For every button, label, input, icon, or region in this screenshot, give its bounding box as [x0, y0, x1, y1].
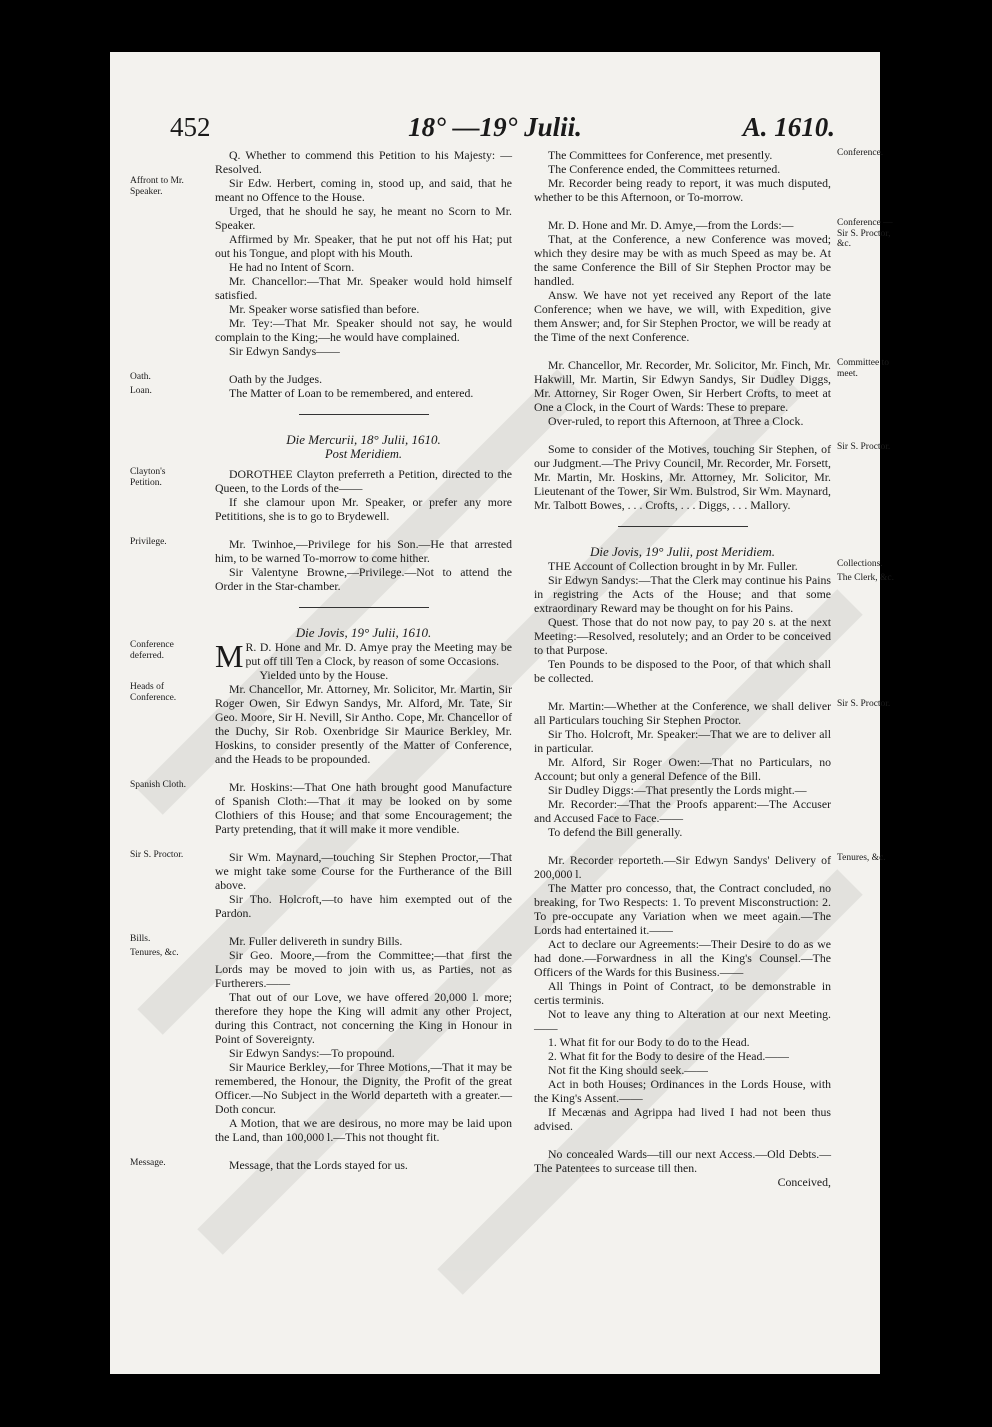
paragraph-text: The Matter of Loan to be remembered, and entered. — [229, 386, 474, 400]
paragraph — [534, 881, 831, 937]
section-rule — [299, 607, 429, 608]
margin-note: Committee to meet. — [837, 358, 889, 379]
paragraph — [534, 727, 831, 755]
paragraph-text: Act to declare our Agreements:—Their Desire to do as we had done.—Forwardness in all the King's Counsel.—The Officers of the Wards for this Business.—— — [534, 937, 831, 979]
paragraph — [130, 537, 512, 565]
paragraph — [534, 783, 831, 797]
paragraph-text: That out of our Love, we have offered 20,000 l. more; therefore they hope the King will admit any other Project, during this Contract, not concerning the King in Honour in Point of Sovereignty. — [215, 990, 512, 1046]
section-subheading: Post Meridiem. — [324, 447, 403, 461]
paragraph-text: Not fit the King should seek.—— — [548, 1063, 708, 1077]
margin-note: Conference. — [837, 148, 884, 158]
paragraph-text: Mr. Speaker worse satisfied than before. — [229, 302, 420, 316]
paragraph-text: The Committees for Conference, met presently. — [548, 148, 773, 162]
margin-note: Tenures, &c. — [130, 948, 179, 958]
paragraph — [534, 615, 831, 657]
paragraph — [130, 638, 512, 674]
paragraph-text: Over-ruled, to report this Afternoon, at Three a Clock. — [548, 414, 804, 428]
margin-note: Sir S. Proctor. — [837, 699, 891, 709]
paragraph — [534, 288, 831, 344]
paragraph-text: Sir Tho. Holcroft,—to have him exempted out of the Pardon. — [215, 892, 512, 920]
paragraph-text: Sir Edwyn Sandys:—That the Clerk may continue his Pains in registring the Acts of the House; and that some extraordinary Reward may be thought on for his Pains. — [534, 573, 831, 615]
paragraph — [534, 979, 831, 1007]
paragraph-text: Act in both Houses; Ordinances in the Lords House, with the King's Assent.—— — [534, 1077, 831, 1105]
paragraph-text: THE Account of Collection brought in by Mr. Fuller. — [548, 559, 798, 573]
paragraph — [215, 1116, 512, 1144]
margin-note: Conference —Sir S. Proctor, &c. — [837, 218, 893, 249]
paragraph-text: Ten Pounds to be disposed to the Poor, of that which shall be collected. — [534, 657, 831, 685]
margin-note: Sir S. Proctor. — [837, 442, 891, 452]
paragraph-text: Sir Valentyne Browne,—Privilege.—Not to attend the Order in the Star-chamber. — [215, 565, 512, 593]
paragraph-text: R. D. Hone and Mr. D. Amye pray the Meeting may be put off till Ten a Clock, by reason of some Occasions. — [245, 640, 512, 668]
paragraph-text: Sir Edwyn Sandys:—To propound. — [229, 1046, 395, 1060]
paragraph — [534, 162, 831, 176]
margin-note: Privilege. — [130, 537, 167, 547]
paragraph — [534, 797, 831, 825]
paragraph — [130, 948, 512, 990]
paragraph-text: Affirmed by Mr. Speaker, that he put not off his Hat; put out his Tongue, and plopt with his Mouth. — [215, 232, 512, 260]
section-rule — [299, 414, 429, 415]
paragraph-text: Sir Geo. Moore,—from the Committee;—that first the Lords may be moved to join with us, as Parties, not as Furtherers.—— — [215, 948, 512, 990]
paragraph — [534, 1049, 831, 1063]
paragraph — [215, 668, 512, 682]
paragraph — [215, 892, 512, 920]
paragraph-text: Sir Edw. Herbert, coming in, stood up, and said, that he meant no Offence to the House. — [215, 176, 512, 204]
paragraph — [215, 260, 512, 274]
paragraph — [130, 934, 512, 948]
paragraph-text: 1. What fit for our Body to do to the Head. — [548, 1035, 750, 1049]
margin-note: Loan. — [130, 386, 152, 396]
paragraph-text: Mr. Chancellor, Mr. Recorder, Mr. Solicitor, Mr. Finch, Mr. Hakwill, Mr. Martin, Sir Edwyn Sandys, Sir Dudley Diggs, Mr. Attorney, Sir Roger Owen, Sir Herbert Crofts, to meet at One a Clock, in the Court of Wards: These to prepare. — [534, 358, 831, 414]
paragraph-text: Sir Wm. Maynard,—touching Sir Stephen Proctor,—That we might take some Course for the Furtherance of the Bill above. — [215, 850, 512, 892]
paragraph — [534, 825, 831, 839]
paragraph — [215, 990, 512, 1046]
page-header — [110, 112, 880, 148]
margin-note: Tenures, &c. — [837, 853, 886, 863]
margin-note: Collections. — [837, 559, 883, 569]
paragraph-text: Oath by the Judges. — [229, 372, 323, 386]
paragraph-text: Not to leave any thing to Alteration at our next Meeting.—— — [534, 1007, 831, 1035]
paragraph — [215, 302, 512, 316]
paragraph — [130, 386, 512, 400]
paragraph — [534, 442, 891, 512]
paragraph-text: If she clamour upon Mr. Speaker, or prefer any more Petititions, she is to go to Brydewell. — [215, 495, 512, 523]
paragraph-text: Some to consider of the Motives, touching Sir Stephen, of our Judgment.—The Privy Council, Mr. Recorder, Mr. Forsett, Mr. Martin, Mr. Hoskins, Mr. Attorney, Mr. Solicitor, Mr. Lieutenant of the Tower, Sir Wm. Bulstrod, Sir Wm. Maynard, Mr. Talbott Bowes, . . . Crofts, . . . Diggs, . . . Mallory. — [534, 442, 831, 512]
paragraph-text: The Conference ended, the Committees returned. — [548, 162, 781, 176]
paragraph — [534, 414, 831, 428]
document-page — [110, 52, 894, 1374]
paragraph — [130, 1158, 512, 1172]
paragraph-text: That, at the Conference, a new Conference was moved; which they desire may be with as much Speed as may be. At the same Conference the Bill of Sir Stephen Proctor may be handled. — [534, 232, 831, 288]
paragraph — [534, 657, 831, 685]
paragraph — [534, 232, 831, 288]
paragraph — [534, 573, 894, 615]
paragraph — [534, 176, 831, 204]
paragraph — [215, 232, 512, 260]
page-number: 452 — [170, 112, 211, 142]
paragraph-text: No concealed Wards—till our next Access.—Old Debts.—The Patentees to surcease till then. — [534, 1147, 831, 1175]
paragraph — [215, 495, 512, 523]
paragraph — [130, 780, 512, 836]
paragraph-text: Yielded unto by the House. — [259, 668, 389, 682]
paragraph — [215, 316, 512, 344]
paragraph-text: Quest. Those that do not now pay, to pay 20 s. at the next Meeting:—Resolved, resolutely; and an Order to be conceived to that Purpose. — [534, 615, 831, 657]
paragraph-text: Mr. Fuller delivereth in sundry Bills. — [229, 934, 403, 948]
paragraph — [130, 682, 512, 766]
paragraph — [534, 559, 883, 573]
paragraph — [215, 204, 512, 232]
margin-note: Clayton's Petition. — [130, 467, 166, 488]
paragraph — [534, 358, 889, 414]
margin-note: Conference deferred. — [130, 640, 174, 661]
margin-note: Message. — [130, 1158, 166, 1168]
paragraph-text: Mr. D. Hone and Mr. D. Amye,—from the Lords:— — [548, 218, 794, 232]
margin-note: Heads of Conference. — [130, 682, 177, 703]
paragraph-text: If Mecænas and Agrippa had lived I had not been thus advised. — [534, 1105, 831, 1133]
margin-note: Bills. — [130, 934, 151, 944]
right-column — [534, 148, 894, 1189]
paragraph-text: 2. What fit for the Body to desire of the Head.—— — [548, 1049, 789, 1063]
paragraph-text: Answ. We have not yet received any Report of the late Conference; when we have, we will, with Expedition, give them Answer; and, for Sir Stephen Proctor, we will be ready at the Time of the next Conference. — [534, 288, 831, 344]
paragraph-text: Urged, that he should he say, he meant no Scorn to Mr. Speaker. — [215, 204, 512, 232]
paragraph-text: Sir Tho. Holcroft, Mr. Speaker:—That we are to deliver all in particular. — [534, 727, 831, 755]
paragraph — [534, 1147, 831, 1175]
page-year: A. 1610. — [742, 112, 835, 142]
section-heading: Die Jovis, 19° Julii, 1610. — [295, 625, 432, 640]
paragraph — [130, 850, 512, 892]
paragraph — [130, 467, 512, 495]
paragraph — [534, 755, 831, 783]
section-heading: Die Mercurii, 18° Julii, 1610. — [286, 432, 441, 447]
paragraph-text: A Motion, that we are desirous, no more may be laid upon the Land, than 100,000 l.—This not thought fit. — [215, 1116, 512, 1144]
catchword: Conceived, — [777, 1175, 831, 1189]
section-heading: Die Jovis, 19° Julii, post Meridiem. — [590, 544, 775, 559]
paragraph-text: Mr. Hoskins:—That One hath brought good Manufacture of Spanish Cloth:—That it may be looked on by some Clothiers of this House; and that some Encouragement; the Party pretending, that it will make it more vendible. — [215, 780, 512, 836]
paragraph-text: Mr. Recorder:—That the Proofs apparent:—The Accuser and Accused Face to Face.—— — [534, 797, 831, 825]
paragraph-text: Mr. Chancellor:—That Mr. Speaker would hold himself satisfied. — [215, 274, 512, 302]
paragraph — [215, 1060, 512, 1116]
paragraph — [534, 1063, 831, 1077]
paragraph — [534, 699, 891, 727]
paragraph-text: Mr. Twinhoe,—Privilege for his Son.—He that arrested him, to be warned To-morrow to come hither. — [215, 537, 512, 565]
paragraph — [534, 148, 884, 162]
paragraph-text: All Things in Point of Contract, to be demonstrable in certis terminis. — [534, 979, 831, 1007]
paragraph — [130, 176, 512, 204]
paragraph-text: Mr. Recorder reporteth.—Sir Edwyn Sandys' Delivery of 200,000 l. — [534, 853, 831, 881]
left-column — [130, 148, 512, 1172]
paragraph — [534, 1007, 831, 1035]
paragraph — [215, 1046, 512, 1060]
paragraph-text: Message, that the Lords stayed for us. — [229, 1158, 408, 1172]
paragraph-text: DOROTHEE Clayton preferreth a Petition, directed to the Queen, to the Lords of the—— — [215, 467, 512, 495]
paragraph-text: Sir Edwyn Sandys—— — [229, 344, 340, 358]
paragraph — [534, 853, 886, 881]
paragraph-text: The Matter pro concesso, that, the Contract concluded, no breaking, for Two Respects: 1. To prevent Misconstruction: 2. To pre-occupate any Variation when we meet again.—The Lords had entertained it.—— — [534, 881, 831, 937]
section-rule — [618, 526, 748, 527]
margin-note: Sir S. Proctor. — [130, 850, 184, 860]
paragraph — [534, 1077, 831, 1105]
paragraph-text: Mr. Alford, Sir Roger Owen:—That no Particulars, no Account; but only a general Defence of the Bill. — [534, 755, 831, 783]
paragraph-text: Mr. Tey:—That Mr. Speaker should not say, he would complain to the King;—he would have complained. — [215, 316, 512, 344]
paragraph — [534, 937, 831, 979]
paragraph-text: Mr. Chancellor, Mr. Attorney, Mr. Solicitor, Mr. Martin, Sir Roger Owen, Sir Edwyn Sandys, Mr. Alford, Mr. Tate, Sir Geo. Moore, Sir H. Nevill, Sir Antho. Cope, Mr. Chancellor of the Duchy, Sir Rob. Oxenbridge Sir Maurice Berkley, Mr. Hoskins, to consider presently of the Matter of Conference, and the Heads to be propounded. — [215, 682, 512, 766]
margin-note: The Clerk, &c. — [837, 573, 894, 583]
paragraph-text: He had no Intent of Scorn. — [229, 260, 355, 274]
paragraph — [534, 218, 893, 249]
page-date: 18° —19° Julii. — [408, 112, 582, 142]
paragraph-text: Mr. Martin:—Whether at the Conference, we shall deliver all Particulars touching Sir Stephen Proctor. — [534, 699, 831, 727]
paragraph-text: Q. Whether to commend this Petition to his Majesty: —Resolved. — [215, 148, 512, 176]
margin-note: Affront to Mr. Speaker. — [130, 176, 184, 197]
paragraph-text: Mr. Recorder being ready to report, it was much disputed, whether to be this Afternoon, or To-morrow. — [534, 176, 831, 204]
paragraph — [130, 372, 512, 386]
paragraph-text: Sir Dudley Diggs:—That presently the Lords might.— — [548, 783, 807, 797]
paragraph — [534, 1035, 831, 1049]
paragraph-text: To defend the Bill generally. — [548, 825, 683, 839]
paragraph — [534, 1105, 831, 1133]
paragraph — [215, 274, 512, 302]
paragraph — [215, 344, 512, 358]
paragraph — [215, 148, 512, 176]
drop-cap: M — [215, 638, 244, 674]
margin-note: Spanish Cloth. — [130, 780, 186, 790]
paragraph-text: Sir Maurice Berkley,—for Three Motions,—That it may be remembered, the Honour, the Dignity, the Profit of the great Officer.—No Subject in the World departeth with a greater.—Doth concur. — [215, 1060, 512, 1116]
margin-note: Oath. — [130, 372, 151, 382]
paragraph — [215, 565, 512, 593]
